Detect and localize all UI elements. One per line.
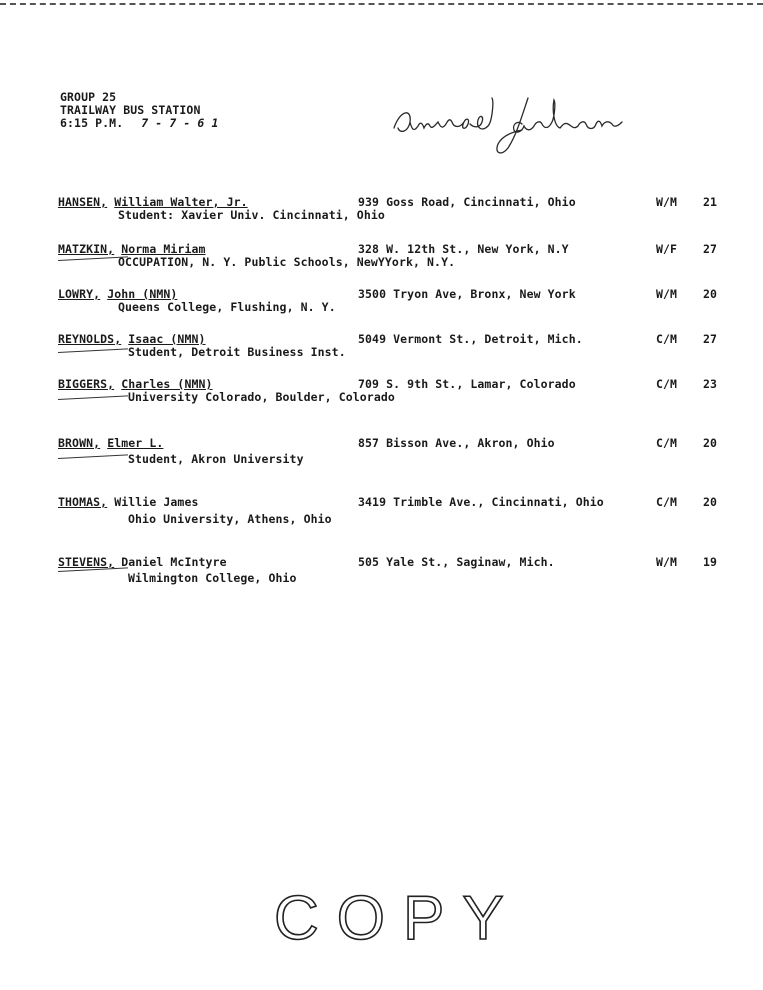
school-or-occupation: Student: Xavier Univ. Cincinnati, Ohio (118, 208, 385, 222)
given-name: Charles (NMN) (121, 377, 213, 391)
arrival-time: 6:15 P.M. (60, 116, 124, 130)
address: 3500 Tryon Ave, Bronx, New York (358, 287, 576, 301)
address: 328 W. 12th St., New York, N.Y (358, 242, 569, 256)
station-label: TRAILWAY BUS STATION (60, 103, 201, 117)
address: 5049 Vermont St., Detroit, Mich. (358, 332, 583, 346)
school-or-occupation: Ohio University, Athens, Ohio (128, 512, 332, 526)
entry-name (58, 195, 248, 209)
race-sex: C/M (656, 495, 678, 509)
age: 20 (703, 436, 718, 450)
entry-name (58, 332, 206, 346)
annotation-text: Arrived Jackson (390, 158, 401, 159)
roster-entry (0, 377, 763, 407)
entry-name (58, 287, 177, 301)
race-sex: W/M (656, 555, 678, 569)
school-or-occupation: Student, Akron University (128, 452, 304, 466)
entry-name (58, 377, 213, 391)
race-sex: C/M (656, 332, 678, 346)
school-or-occupation: OCCUPATION, N. Y. Public Schools, NewYYork, N.Y. (118, 255, 456, 269)
surname: HANSEN, (58, 195, 108, 209)
address: 709 S. 9th St., Lamar, Colorado (358, 377, 576, 391)
given-name: Daniel McIntyre (121, 555, 227, 569)
address: 857 Bisson Ave., Akron, Ohio (358, 436, 555, 450)
arrival-date: 7 - 7 - 6 1 (141, 116, 219, 130)
handwritten-annotation (390, 92, 630, 160)
surname: STEVENS, (58, 555, 115, 569)
age: 27 (703, 332, 718, 346)
address: 3419 Trimble Ave., Cincinnati, Ohio (358, 495, 604, 509)
surname: REYNOLDS, (58, 332, 122, 346)
age: 19 (703, 555, 718, 569)
roster-entry (0, 287, 763, 317)
pen-stroke (58, 348, 128, 353)
entry-name (58, 555, 227, 569)
surname: BROWN, (58, 436, 101, 450)
given-name: Isaac (NMN) (128, 332, 206, 346)
race-sex: W/M (656, 287, 678, 301)
roster-entry (0, 332, 763, 362)
address: 939 Goss Road, Cincinnati, Ohio (358, 195, 576, 209)
age: 27 (703, 242, 718, 256)
pen-stroke (58, 395, 128, 400)
entry-name (58, 242, 206, 256)
given-name: Elmer L. (107, 436, 164, 450)
surname: MATZKIN, (58, 242, 115, 256)
school-or-occupation: University Colorado, Boulder, Colorado (128, 390, 395, 404)
given-name: John (NMN) (107, 287, 178, 301)
school-or-occupation: Student, Detroit Business Inst. (128, 345, 346, 359)
age: 21 (703, 195, 718, 209)
surname: BIGGERS, (58, 377, 115, 391)
age: 23 (703, 377, 718, 391)
given-name: William Walter, Jr. (114, 195, 248, 209)
roster-entry (0, 195, 763, 225)
copy-stamp-text: COPY (274, 885, 522, 947)
surname: LOWRY, (58, 287, 101, 301)
pen-stroke (58, 454, 128, 459)
age: 20 (703, 495, 718, 509)
address: 505 Yale St., Saginaw, Mich. (358, 555, 555, 569)
roster-entry (0, 555, 763, 585)
race-sex: C/M (656, 377, 678, 391)
roster-entry (0, 436, 763, 466)
race-sex: W/F (656, 242, 678, 256)
group-label: GROUP 25 (60, 90, 117, 104)
race-sex: C/M (656, 436, 678, 450)
entry-name (58, 495, 199, 509)
school-or-occupation: Wilmington College, Ohio (128, 571, 297, 585)
document-header (60, 91, 218, 130)
top-border-line (0, 3, 763, 5)
race-sex: W/M (656, 195, 678, 209)
time-date-line (60, 117, 218, 130)
age: 20 (703, 287, 718, 301)
entry-name (58, 436, 163, 450)
given-name: Willie James (114, 495, 199, 509)
copy-stamp (272, 885, 532, 947)
surname: THOMAS, (58, 495, 108, 509)
roster-entry (0, 242, 763, 272)
roster-entry (0, 495, 763, 525)
given-name: Norma Miriam (121, 242, 206, 256)
school-or-occupation: Queens College, Flushing, N. Y. (118, 300, 336, 314)
